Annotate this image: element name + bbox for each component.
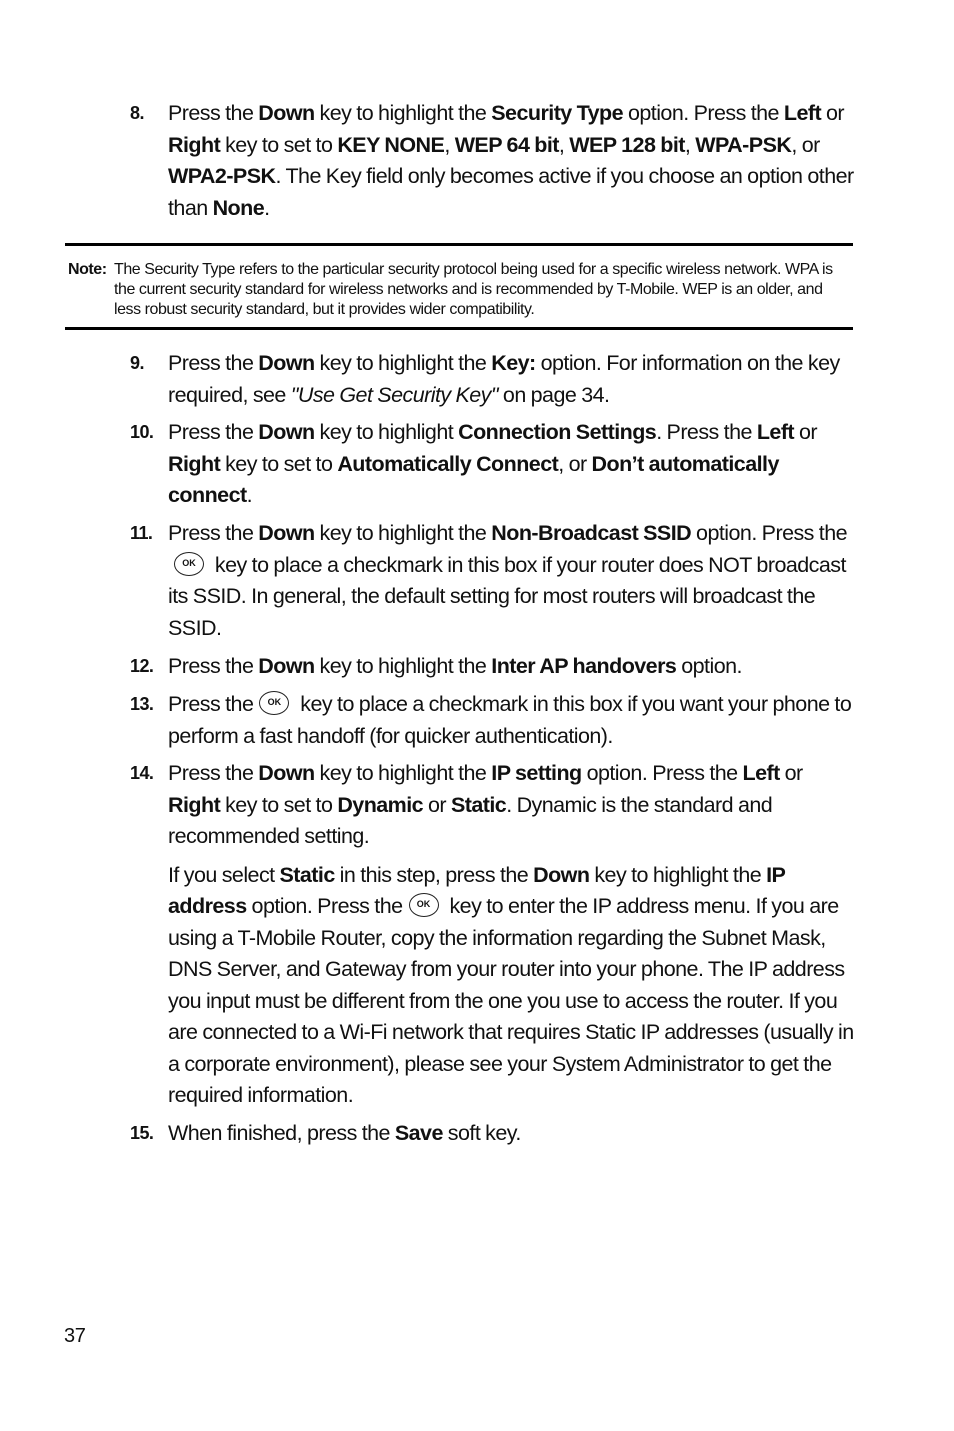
step-15 (130, 1118, 855, 1150)
step-13 (130, 689, 855, 752)
ok-key-icon: OK (259, 691, 289, 715)
step-number: 15. (130, 1123, 154, 1143)
step-number: 13. (130, 694, 154, 714)
note-text: The Security Type refers to the particular security protocol being used for a specific wireless network. WPA is the current security standard for wireless networks and is recommended by T-Mobile. WEP is an older, and less robust security standard, but it provides wider compatibility. (114, 261, 833, 318)
ok-key-icon: OK (409, 893, 439, 917)
step-14 (130, 758, 855, 1112)
page-number: 37 (64, 1325, 86, 1347)
step-10 (130, 417, 855, 512)
step-8 (130, 98, 855, 224)
step-11 (130, 518, 855, 644)
step-number: 12. (130, 656, 154, 676)
ok-key-icon: OK (174, 552, 204, 576)
step-number: 14. (130, 763, 154, 783)
step-number: 10. (130, 422, 154, 442)
step-followup-text: If you select Static in this step, press the Down key to highlight the IP address option. Press the OK key to enter the IP address menu. If you are using a T-Mobile Router, copy the information regarding the Subnet Mask, DNS Server, and Gateway from your router into your phone. The IP address you input must be different from the one you use to access the router. If you are connected to a Wi-Fi network that requires Static IP addresses (usually in a corporate environment), please see your System Administrator to get the required information. (168, 862, 854, 1107)
cross-reference-link[interactable]: "Use Get Security Key" (290, 382, 498, 407)
step-text: Press the Down key to highlight the Security Type option. Press the Left or Right key to set to KEY NONE, WEP 64 bit, WEP 128 bit, WPA-PSK, or WPA2-PSK. The Key field only becomes active if you choose an option other than None. (168, 101, 854, 220)
step-number: 11. (130, 523, 153, 543)
step-text: Press the Down key to highlight the IP setting option. Press the Left or Right key to set to Dynamic or Static. Dynamic is the standard and recommended setting. If you select Static in this step, press the Down key to highlight the IP address option. Press the OK key to enter the IP address menu. If you are using a T-Mobile Router, copy the information regarding the Subnet Mask, DNS Server, and Gateway from your router into your phone. The IP address you input must be different from the one you use to access the router. If you are connected to a Wi-Fi network that requires Static IP addresses (usually in a corporate environment), please see your System Administrator to get the required information. (168, 758, 855, 1112)
step-12 (130, 651, 855, 683)
step-9 (130, 348, 855, 411)
step-text: Press the Down key to highlight Connection Settings. Press the Left or Right key to set to Automatically Connect, or Don’t automatically connect. (168, 420, 817, 507)
step-number: 9. (130, 353, 144, 373)
step-text: Press the Down key to highlight the Inter AP handovers option. (168, 654, 742, 678)
step-number: 8. (130, 103, 144, 123)
step-text: Press the Down key to highlight the Key: option. For information on the key required, see "Use Get Security Key" on page 34. (168, 351, 840, 407)
step-text: Press the OK key to place a checkmark in this box if you want your phone to perform a fast handoff (for quicker authentication). (168, 692, 852, 748)
note-box (65, 243, 853, 330)
step-text: When finished, press the Save soft key. (168, 1121, 521, 1145)
note-label: Note: (68, 261, 107, 278)
step-text: Press the Down key to highlight the Non-Broadcast SSID option. Press theOK key to place a checkmark in this box if your router does NOT broadcast its SSID. In general, the default setting for most routers will broadcast the SSID. (168, 521, 848, 640)
